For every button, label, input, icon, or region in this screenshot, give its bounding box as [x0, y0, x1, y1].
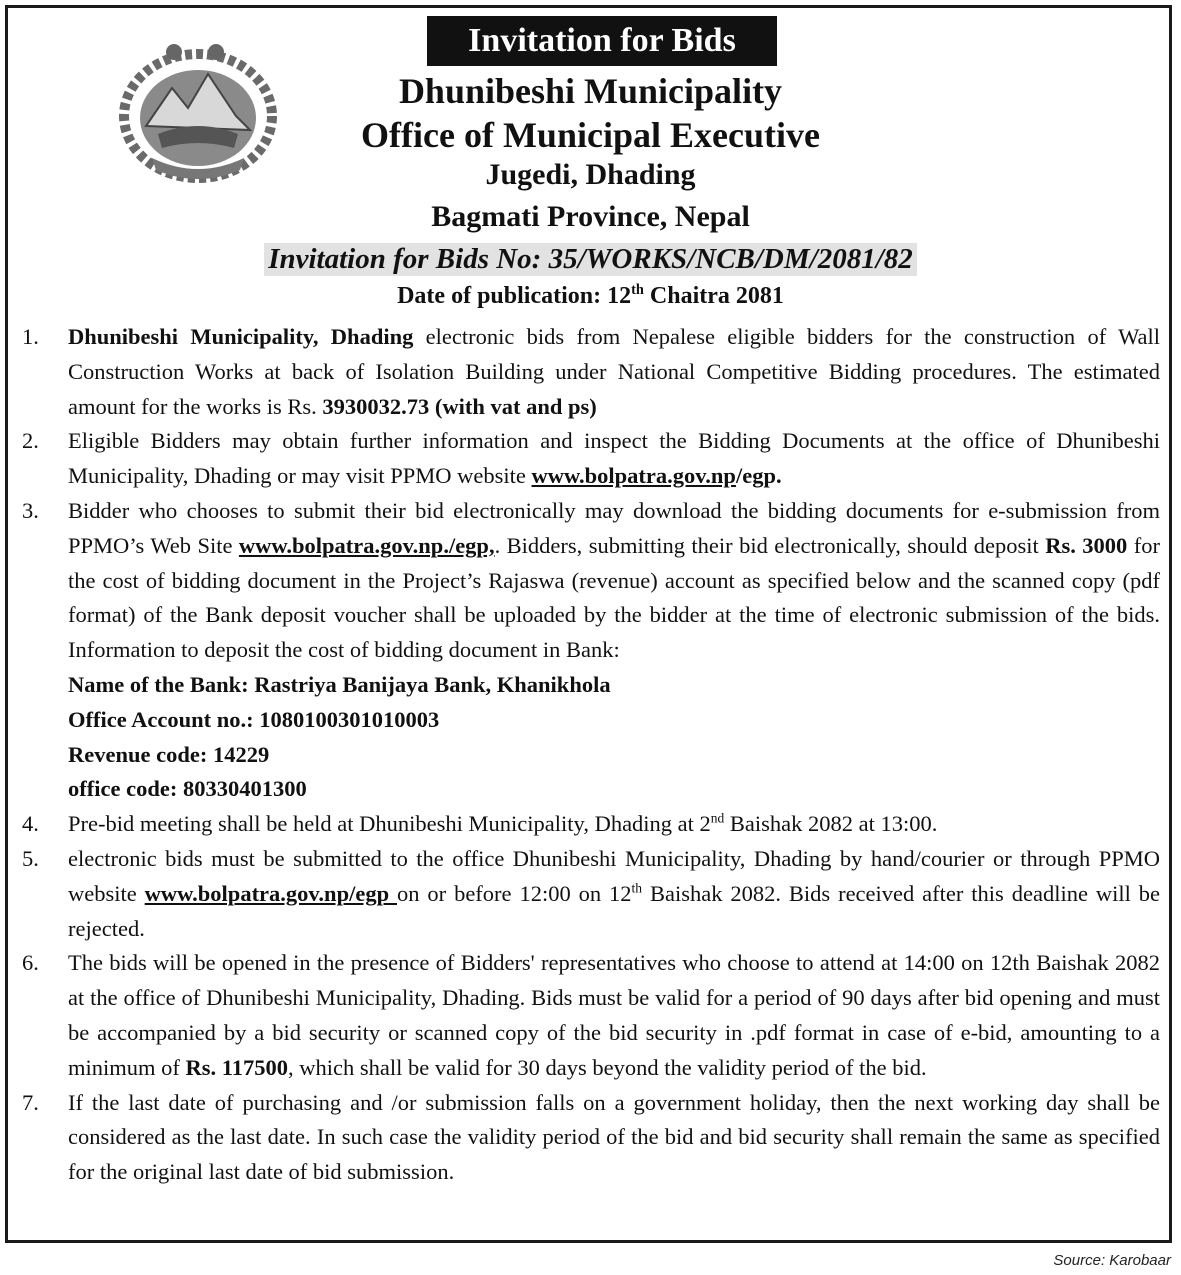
list-item: 2. Eligible Bidders may obtain further information and inspect the Bidding Documents at the office of Dhunibeshi Municipality, Dhading or may visit PPMO website www.bolpatra.gov.np/egp. — [22, 428, 1160, 489]
location: Jugedi, Dhading — [485, 158, 696, 191]
notice-title: Invitation for Bids — [427, 16, 777, 66]
list-item: 4. Pre-bid meeting shall be held at Dhunibeshi Municipality, Dhading at 2nd Baishak 2082 at 13:00. — [22, 810, 938, 837]
ppmo-link[interactable]: www.bolpatra.gov.np./egp, — [238, 532, 495, 558]
office-name: Office of Municipal Executive — [361, 115, 820, 155]
list-item: 7. If the last date of purchasing and /or submission falls on a government holiday, then the next working day shall be considered as the last date. In such case the validity period of the bid and bid security shall remain the same as specified for the original last date of bid submission. — [22, 1089, 1160, 1185]
ppmo-link[interactable]: www.bolpatra.gov.np/egp — [144, 880, 397, 906]
notice-body — [22, 320, 1160, 1190]
office-code: office code: 80330401300 — [68, 776, 307, 802]
org-name: Dhunibeshi Municipality — [398, 71, 783, 111]
revenue-code: Revenue code: 14229 — [68, 741, 270, 767]
list-item: 5. electronic bids must be submitted to the office Dhunibeshi Municipality, Dhading by hand/courier or through PPMO website www.bolpatra.gov.np/egp on or before 12:00 on 12th Baishak 2082. Bids received after this deadline will be rejected. — [22, 845, 1161, 941]
bid-number-line — [0, 243, 1181, 276]
list-item: 6. The bids will be opened in the presence of Bidders' representatives who choose to attend at 14:00 on 12th Baishak 2082 at the office of Dhunibeshi Municipality, Dhading. Bids must be valid for a period of 90 days after bid opening and must be accompanied by a bid security or scanned copy of the bid security in .pdf format in case of e-bid, amounting to a minimum of Rs. 117500, which shall be valid for 30 days beyond the validity period of the bid. — [22, 950, 1160, 1080]
account-number: Office Account no.: 1080100301010003 — [68, 706, 440, 732]
province: Bagmati Province, Nepal — [431, 200, 750, 233]
list-item: 3. Bidder who chooses to submit their bid electronically may download the bidding documents for e-submission from PPMO’s Web Site www.bolpatra.gov.np./egp,. Bidders, submitting their bid electronically, should deposit Rs. 3000 for the cost of bidding document in the Project’s Rajaswa (revenue) account as specified below and the scanned copy (pdf format) of the Bank deposit voucher shall be uploaded by the bidder at the time of electronic submission of the bids. Information to deposit the cost of bidding document in Bank: Name of the Bank: Rastriya Banijaya Bank, Khanikhola Office Account no.: 1080100301010003 Revenue code: 14229 office code: 80330401300 — [22, 494, 1160, 807]
bank-name: Name of the Bank: Rastriya Banijaya Bank, Khanikhola — [68, 671, 611, 697]
list-item: 1. Dhunibeshi Municipality, Dhading electronic bids from Nepalese eligible bidders for the construction of Wall Construction Works at back of Isolation Building under National Competitive Bidding procedures. The estimated amount for the works is Rs. 3930032.73 (with vat and ps) — [22, 324, 1161, 419]
publication-date: Date of publication: 12th Chaitra 2081 — [397, 282, 784, 309]
ppmo-link[interactable]: www.bolpatra.gov.np — [531, 463, 736, 489]
source-credit: Source: Karobaar — [1053, 1252, 1171, 1269]
bid-number: Invitation for Bids No: 35/WORKS/NCB/DM/2081/82 — [264, 243, 917, 276]
